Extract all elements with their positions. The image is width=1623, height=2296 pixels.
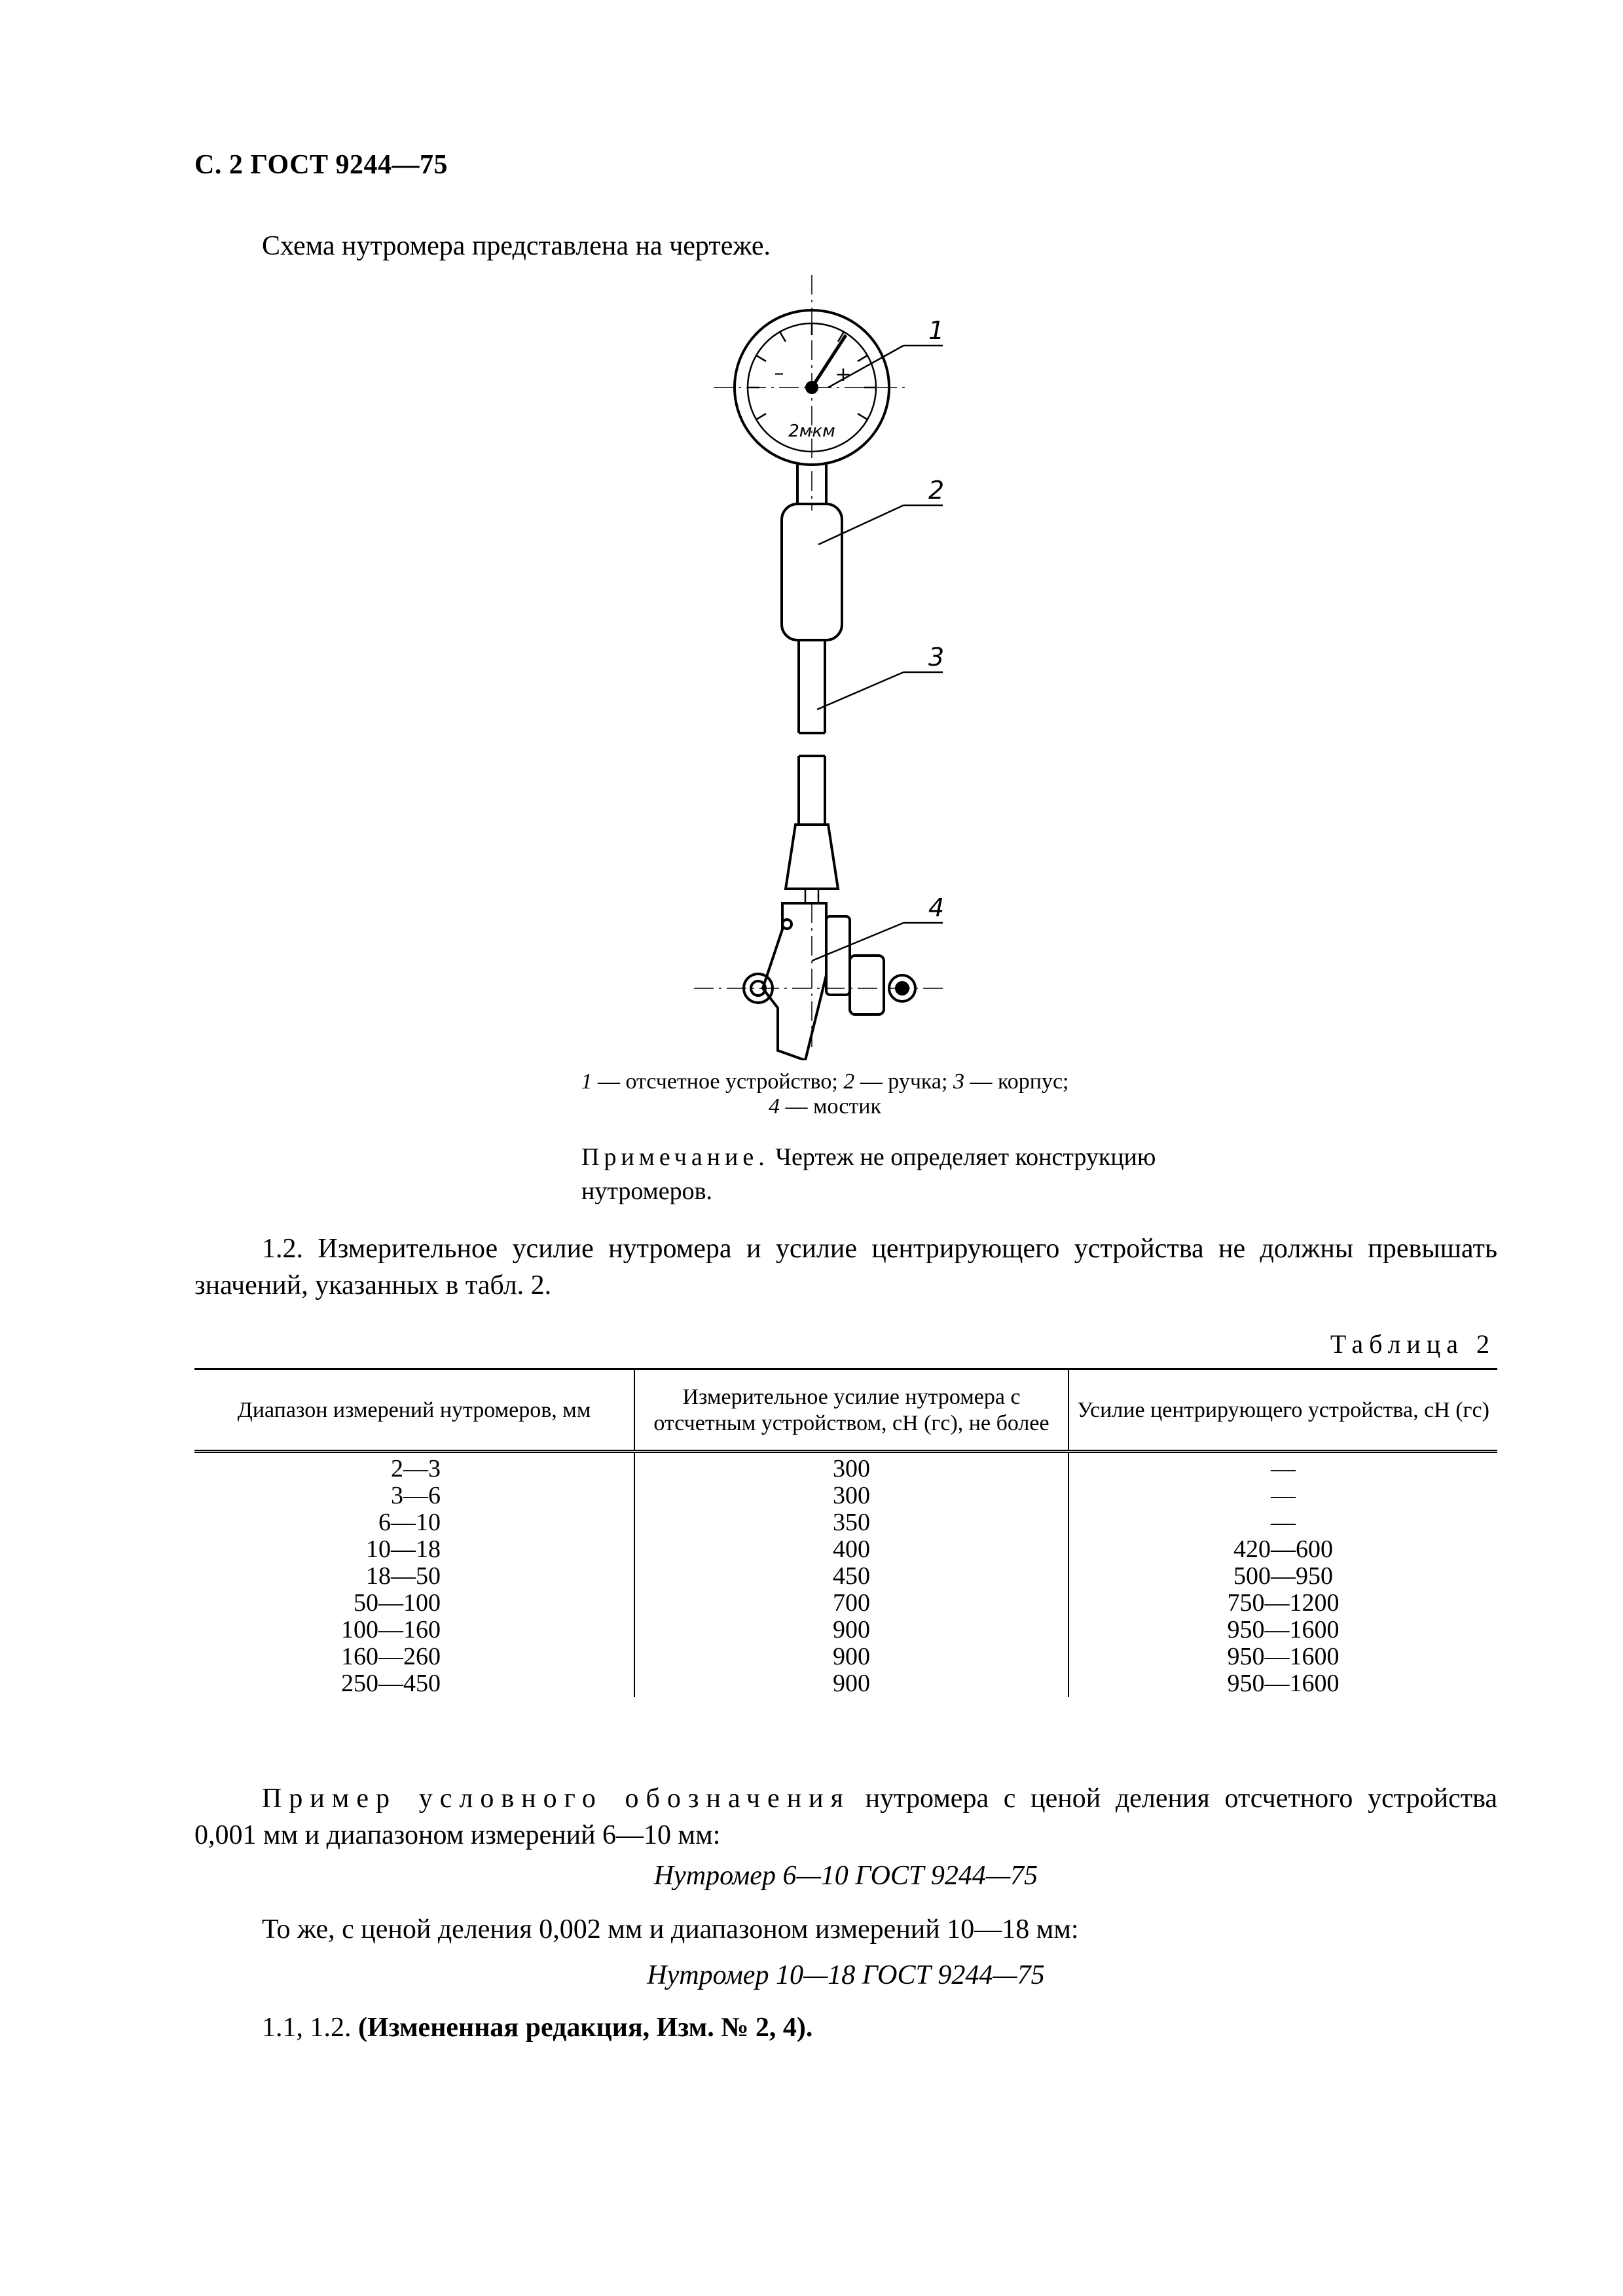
cell-force: 900 [634,1617,1068,1643]
amendment-note [262,2009,812,2046]
designation-1: Нутромер 6—10 ГОСТ 9244—75 [653,1861,1038,1891]
cell-force: 300 [634,1482,1068,1509]
designation-example [194,1780,1497,1854]
amendment-bold: (Измененная редакция, Изм. № 2, 4). [358,2013,813,2043]
caption-num-3: 3 [953,1069,964,1094]
cell-force: 300 [634,1452,1068,1483]
note-text: Чертеж не определяет конструкцию нутромеров. [581,1143,1156,1205]
cell-force: 350 [634,1509,1068,1536]
dial-minus-label: – [774,362,784,385]
cell-range: 50—100 [354,1589,441,1617]
cell-force: 400 [634,1536,1068,1563]
table-row [194,1563,1497,1590]
handle [782,504,842,640]
cell-centering: 950—1600 [1068,1617,1497,1643]
caption-num-2: 2 [843,1069,855,1094]
cell-force: 700 [634,1590,1068,1617]
table-header-row [194,1369,1497,1452]
figure-note [581,1140,1158,1208]
page-header: С. 2 ГОСТ 9244—75 [194,150,448,180]
cell-centering: 750—1200 [1068,1590,1497,1617]
example-label: Пример условного обозначения [262,1784,850,1814]
dial-center [807,382,817,393]
amendment-prefix: 1.1, 1.2. [262,2013,358,2043]
caption-num-4: 4 [768,1094,780,1119]
example-text: нутромера с ценой деления отсчетного устройства 0,001 мм и диапазоном измерений 6—10 мм: [194,1784,1497,1850]
caption-text-4: — мостик [779,1094,882,1119]
dial-unit-label: 2мкм [788,422,835,441]
caption-text-1: — отсчетное устройство; [592,1069,844,1094]
cell-range: 160—260 [341,1643,441,1670]
caption-num-1: 1 [581,1069,593,1094]
table-caption: Таблица 2 [1330,1329,1495,1359]
table-row [194,1509,1497,1536]
section-1-2: 1.2. Измерительное усилие нутромера и усилие центрирующего устройства не должны превышать значений, указанных в табл. 2. [194,1234,1497,1300]
cell-force: 450 [634,1563,1068,1590]
callout-2: 2 [928,476,945,505]
cell-range: 2—3 [391,1455,441,1482]
table-row [194,1590,1497,1617]
header-range: Диапазон измерений нутромеров, мм [194,1369,634,1452]
table-row [194,1670,1497,1697]
table-row [194,1617,1497,1643]
same-text: То же, с ценой деления 0,002 мм и диапазоном измерений 10—18 мм: [262,1914,1079,1945]
callout-4: 4 [928,893,945,922]
bore-gauge-drawing [681,275,956,1060]
header-centering-force: Усилие центрирующего устройства, сН (гс) [1068,1369,1497,1452]
cell-range: 250—450 [341,1670,441,1697]
cell-range: 18—50 [366,1562,441,1590]
cell-range: 100—160 [341,1616,441,1643]
cell-centering: 420—600 [1068,1536,1497,1563]
cell-range: 3—6 [391,1482,441,1509]
intro-text: Схема нутромера представлена на чертеже. [262,231,771,261]
cell-range: 10—18 [366,1535,441,1563]
table-row [194,1482,1497,1509]
cell-range: 6—10 [378,1509,441,1536]
forces-table [194,1368,1497,1697]
caption-text-2: — ручка; [854,1069,953,1094]
cell-centering: 950—1600 [1068,1643,1497,1670]
cell-centering: — [1068,1509,1497,1536]
cell-centering: 950—1600 [1068,1670,1497,1697]
caption-text-3: — корпус; [964,1069,1069,1094]
callout-1: 1 [928,316,945,345]
cell-centering: — [1068,1482,1497,1509]
cell-centering: — [1068,1452,1497,1483]
cell-centering: 500—950 [1068,1563,1497,1590]
dial-plus-label: + [835,363,852,386]
table-row [194,1643,1497,1670]
table-row [194,1452,1497,1483]
header-measuring-force: Измерительное усилие нутромера с отсчетным устройством, сН (гс), не более [634,1369,1068,1452]
designation-2: Нутромер 10—18 ГОСТ 9244—75 [647,1960,1045,1990]
cell-force: 900 [634,1670,1068,1697]
figure-caption [511,1069,1139,1119]
note-label: Примечание. [581,1143,769,1171]
cone [786,825,838,889]
callout-3: 3 [928,643,945,672]
cell-force: 900 [634,1643,1068,1670]
table-row [194,1536,1497,1563]
